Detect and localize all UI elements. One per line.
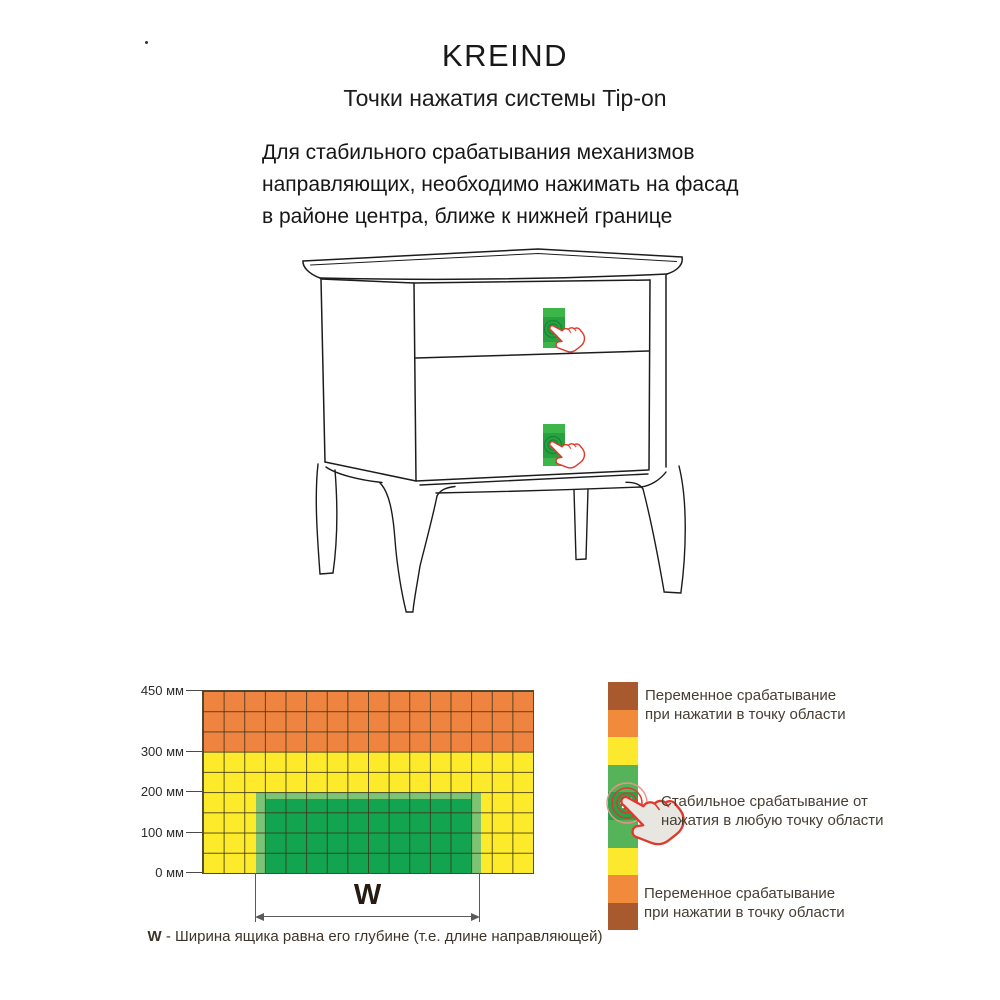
caption-text: - Ширина ящика равна его глубине (т.е. длине направляющей) xyxy=(161,928,603,945)
grid-lines xyxy=(203,691,533,873)
cabinet-top xyxy=(303,249,682,279)
legend-line: Переменное срабатывание xyxy=(645,687,837,704)
press-point-top-drawer xyxy=(543,308,588,358)
legend-item-stable xyxy=(661,792,884,830)
axis-tick xyxy=(186,791,202,792)
press-zone-grid xyxy=(202,690,534,874)
legend-line: нажатия в любую точку области xyxy=(661,812,884,829)
arrowhead-right-icon xyxy=(471,913,480,921)
axis-tick xyxy=(186,872,202,873)
legend-line: Стабильное срабатывание от xyxy=(661,793,868,810)
diagram-caption xyxy=(110,928,640,945)
description-paragraph xyxy=(262,137,762,233)
width-dimension-label: W xyxy=(353,879,382,911)
legend-item-variable-bottom xyxy=(644,884,845,922)
description-line: направляющих, необходимо нажимать на фасад xyxy=(262,173,739,196)
description-line: в районе центра, ближе к нижней границе xyxy=(262,205,673,228)
legend-seg-orange xyxy=(608,710,638,738)
press-point-bottom-drawer xyxy=(543,424,588,474)
legend-seg-brown xyxy=(608,903,638,931)
axis-label-200: 200 мм xyxy=(140,784,184,800)
legend-line: Переменное срабатывание xyxy=(644,885,836,902)
legend-item-variable-top xyxy=(645,686,846,724)
legend-line: при нажатии в точку области xyxy=(644,904,845,921)
page-title: Точки нажатия системы Tip-on xyxy=(343,85,667,111)
axis-tick xyxy=(186,832,202,833)
drawer-divider-line xyxy=(416,351,649,358)
axis-label-0: 0 мм xyxy=(155,865,184,880)
cabinet-illustration xyxy=(230,240,770,630)
description-line: Для стабильного срабатывания механизмов xyxy=(262,141,695,164)
axis-label-300: 300 мм xyxy=(140,743,184,759)
axis-label-100: 100 мм xyxy=(140,824,184,840)
dimension-arrow xyxy=(257,916,478,917)
axis-tick xyxy=(186,690,202,691)
legend-line: при нажатии в точку области xyxy=(645,706,846,723)
brand-title: KREIND xyxy=(441,38,569,73)
cabinet-line-art xyxy=(303,249,685,612)
cabinet-legs xyxy=(316,464,685,612)
arrowhead-left-icon xyxy=(255,913,264,921)
axis-label-450: 450 мм xyxy=(140,683,184,698)
legend-seg-yellow xyxy=(608,737,638,765)
axis-tick xyxy=(186,751,202,752)
cabinet-body xyxy=(321,275,666,481)
stray-dot xyxy=(145,41,148,44)
caption-w: W xyxy=(147,928,162,945)
legend-seg-brown xyxy=(608,682,638,710)
legend-seg-orange xyxy=(608,875,638,903)
